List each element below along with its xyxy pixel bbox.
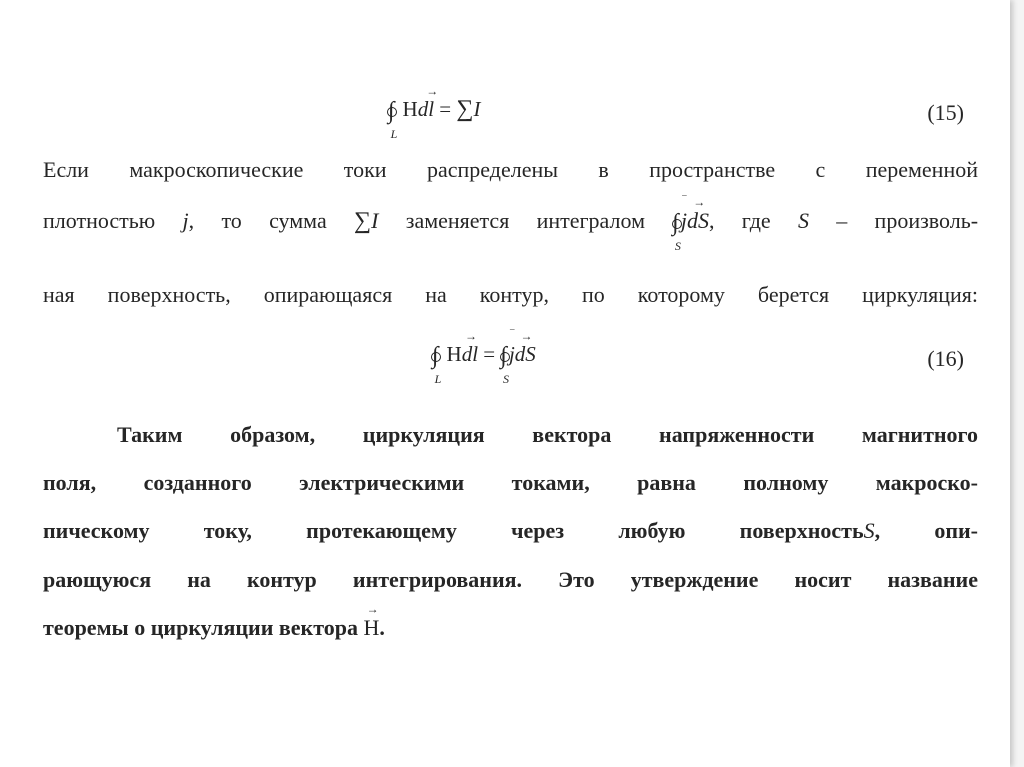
j-vector: ‾ j bbox=[509, 342, 515, 367]
equation-16: ∫ $_L$ H→ dl = ∫ $_S$‾ j→ dS bbox=[432, 342, 536, 387]
contour-integral-symbol: ∫ bbox=[432, 344, 439, 368]
equation-number-15: (15) bbox=[927, 100, 964, 125]
paragraph-2-line-4: рающуюся на контур интегрирования. Это утверждение носит название bbox=[43, 567, 978, 592]
ds-vector: → dS bbox=[515, 342, 536, 367]
equation-number-16: (16) bbox=[927, 346, 964, 371]
equation-15: ∫ $_L$ Hd→ l = ∑I bbox=[388, 96, 480, 142]
contour-integral-symbol: ∫ bbox=[500, 344, 507, 368]
paragraph-2-line-1: Таким образом, циркуляция вектора напряженности магнитного bbox=[117, 422, 978, 447]
contour-integral-symbol: ∫ bbox=[388, 99, 395, 123]
h-symbol: H bbox=[446, 342, 462, 366]
paragraph-2-line-3: пическому току, протекающему через любую поверхностьS, опи- bbox=[43, 518, 978, 543]
ds-vector: → dS bbox=[687, 208, 709, 234]
s-symbol: S bbox=[797, 208, 809, 233]
paragraph-1-line-2: плотностью j, то сумма ∑I заменяется интегралом ∫ $_S$‾ j→ dS, где S – произволь- bbox=[43, 208, 978, 254]
paragraph-2-line-5: теоремы о циркуляции вектора → H. bbox=[43, 615, 385, 641]
integral-subscript: L bbox=[390, 127, 398, 141]
h-symbol: H bbox=[402, 97, 418, 121]
j-vector: ‾ j bbox=[681, 208, 687, 234]
dl-vector: → l bbox=[428, 97, 434, 122]
sum-symbol: ∑ bbox=[456, 96, 474, 122]
h-vector: → H bbox=[363, 615, 379, 641]
current-symbol: I bbox=[473, 97, 481, 121]
s-symbol: S bbox=[863, 518, 875, 543]
sum-symbol: ∑ bbox=[354, 208, 372, 234]
contour-integral-symbol: ∫ bbox=[672, 211, 679, 235]
paragraph-2-line-2: поля, созданного электрическими токами, равна полному макроско- bbox=[43, 470, 978, 495]
paragraph-1-line-3: ная поверхность, опирающаяся на контур, по которому берется циркуляция: bbox=[43, 282, 978, 307]
paragraph-1-line-1: Если макроскопические токи распределены в пространстве с переменной bbox=[43, 157, 978, 182]
j-symbol: j bbox=[182, 208, 189, 233]
dl-vector: → dl bbox=[462, 342, 478, 367]
